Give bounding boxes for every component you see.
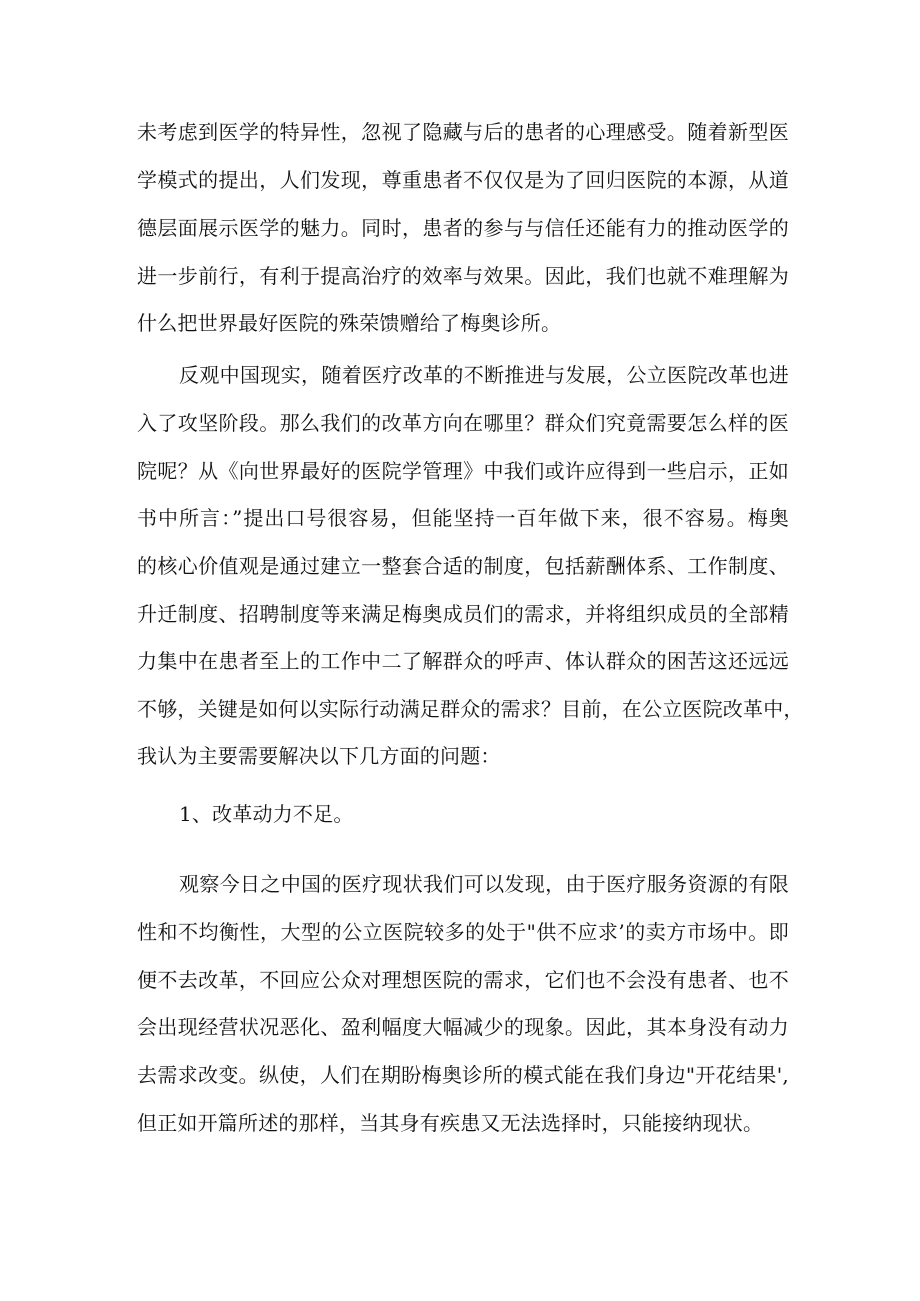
text-line: 去需求改变。纵使，人们在期盼梅奥诊所的模式能在我们身边"开花结果', [137,1063,789,1087]
text-line: 院呢？从《向世界最好的医院学管理》中我们或许应得到一些启示，正如 [137,459,789,483]
text-line: 进一步前行，有利于提高治疗的效率与效果。因此，我们也就不难理解为 [137,264,789,288]
text-line: 性和不均衡性，大型的公立医院较多的处于"供不应求’的卖方市场中。即 [137,920,789,944]
text-line: 不够，关键是如何以实际行动满足群众的需求？目前，在公立医院改革中， [137,697,804,721]
text-line: 观察今日之中国的医疗现状我们可以发现，由于医疗服务资源的有限 [179,872,789,896]
list-item-text: 1、改革动力不足。 [179,802,354,826]
text-line: 未考虑到医学的特异性，忽视了隐藏与后的患者的心理感受。随着新型医 [137,120,789,144]
text-line: 力集中在患者至上的工作中二了解群众的呼声、体认群众的困苦这还远远 [137,649,789,673]
text-line: 反观中国现实，随着医疗改革的不断推进与发展，公立医院改革也进 [179,363,789,387]
text-line: 我认为主要需要解决以下几方面的问题： [137,744,501,768]
text-line: 学模式的提出，人们发现，尊重患者不仅仅是为了回归医院的本源，从道 [137,168,789,192]
text-line: 德层面展示医学的魅力。同时，患者的参与与信任还能有力的推动医学的 [137,216,789,240]
text-line: 升迁制度、招聘制度等来满足梅奥成员们的需求，并将组织成员的全部精 [137,602,789,626]
text-line: 入了攻坚阶段。那么我们的改革方向在哪里？群众们究竟需要怎么样的医 [137,411,789,435]
text-line: 的核心价值观是通过建立一整套合适的制度，包括薪酬体系、工作制度、 [137,554,789,578]
text-line: 会出现经营状况恶化、盈利幅度大幅减少的现象。因此，其本身没有动力 [137,1015,789,1039]
text-line: 书中所言：”提出口号很容易，但能坚持一百年做下来，很不容易。梅奥 [137,506,789,530]
text-line: 什么把世界最好医院的殊荣馈赠给了梅奥诊所。 [137,311,562,335]
text-line: 便不去改革，不回应公众对理想医院的需求，它们也不会没有患者、也不 [137,968,789,992]
text-line: 但正如开篇所述的那样，当其身有疾患又无法选择时，只能接纳现状。 [137,1111,764,1135]
